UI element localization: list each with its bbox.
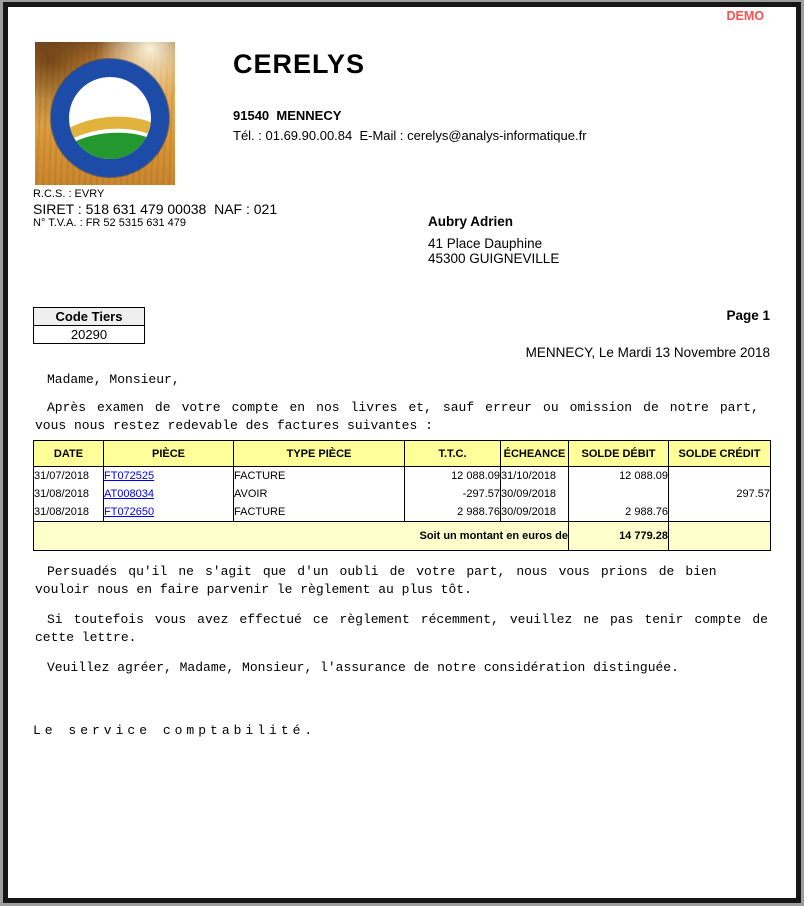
recipient-block: [428, 214, 559, 267]
letter-body: [35, 563, 768, 689]
letter-line: vous nous restez redevable des factures suivantes :: [35, 418, 433, 433]
company-tva-line: N° T.V.A. : FR 52 5315 631 479: [33, 217, 187, 229]
logo-inner-circle: [69, 77, 151, 159]
total-label: Soit un montant en euros de: [34, 522, 569, 551]
invoice-table: [33, 440, 771, 551]
letter-line: Après examen de votre compte en nos livres et, sauf erreur ou omission de notre part,: [47, 400, 759, 415]
cell-date: 31/07/2018: [34, 467, 104, 486]
piece-link[interactable]: FT072525: [104, 470, 155, 482]
cell-debit: [569, 485, 669, 503]
column-header: SOLDE DÉBIT: [569, 441, 669, 467]
total-value: 14 779.28: [569, 522, 669, 551]
letter-line: Si toutefois vous avez effectué ce règlement récemment, veuillez ne pas tenir compte de: [47, 612, 768, 627]
cell-echeance: 30/09/2018: [501, 503, 569, 522]
cell-date: 31/08/2018: [34, 485, 104, 503]
table-body: [34, 467, 771, 522]
column-header: PIÈCE: [104, 441, 234, 467]
cell-debit: 12 088.09: [569, 467, 669, 486]
letter-intro: [35, 371, 759, 445]
letter-line: vouloir nous en faire parvenir le règlement au plus tôt.: [35, 582, 472, 597]
demo-watermark: DEMO: [726, 9, 764, 23]
invoice-row: [34, 503, 771, 522]
column-header: T.T.C.: [405, 441, 501, 467]
cell-echeance: 30/09/2018: [501, 485, 569, 503]
total-empty-cell: [669, 522, 771, 551]
cell-credit: 297.57: [669, 485, 771, 503]
invoice-row: [34, 467, 771, 486]
cell-type: AVOIR: [234, 485, 405, 503]
cell-type: FACTURE: [234, 503, 405, 522]
letter-paragraph: [35, 563, 768, 599]
letter-line: cette lettre.: [35, 630, 137, 645]
column-header: TYPE PIÈCE: [234, 441, 405, 467]
letter-paragraph: [35, 611, 768, 647]
total-row: [34, 522, 771, 551]
company-contact-line: Tél. : 01.69.90.00.84 E-Mail : cerelys@analys-informatique.fr: [233, 128, 587, 143]
company-name: CERELYS: [233, 49, 366, 79]
code-tiers-box: [33, 307, 145, 344]
cell-credit: [669, 467, 771, 486]
column-header: DATE: [34, 441, 104, 467]
cell-ttc: 12 088.09: [405, 467, 501, 486]
cell-echeance: 31/10/2018: [501, 467, 569, 486]
column-header: SOLDE CRÉDIT: [669, 441, 771, 467]
company-logo: [35, 42, 175, 185]
table-header-row: [34, 441, 771, 467]
company-rcs-line: R.C.S. : EVRY: [33, 188, 105, 200]
cell-date: 31/08/2018: [34, 503, 104, 522]
cell-ttc: 2 988.76: [405, 503, 501, 522]
document-page: [3, 2, 801, 903]
logo-ring-icon: [51, 59, 169, 177]
column-header: ÉCHEANCE: [501, 441, 569, 467]
letter-line: Persuadés qu'il ne s'agit que d'un oubli de votre part, nous vous prions de bien: [47, 564, 717, 579]
recipient-name: Aubry Adrien: [428, 214, 514, 229]
signature: Le service comptabilité.: [33, 723, 317, 738]
date-line: MENNECY, Le Mardi 13 Novembre 2018: [525, 345, 770, 360]
cell-credit: [669, 503, 771, 522]
letter-line: Madame, Monsieur,: [47, 372, 180, 387]
page-number: Page 1: [726, 308, 770, 323]
letter-line: Veuillez agréer, Madame, Monsieur, l'assurance de notre considération distinguée.: [47, 660, 679, 675]
company-siret-line: SIRET : 518 631 479 00038 NAF : 021: [33, 201, 278, 217]
company-city-line: 91540 MENNECY: [233, 108, 342, 123]
letter-paragraph: [35, 371, 759, 389]
recipient-address-line2: 45300 GUIGNEVILLE: [428, 251, 560, 266]
recipient-address-line1: 41 Place Dauphine: [428, 235, 543, 251]
code-tiers-value: 20290: [70, 327, 108, 342]
cell-debit: 2 988.76: [569, 503, 669, 522]
cell-type: FACTURE: [234, 467, 405, 486]
letter-paragraph: [35, 659, 768, 677]
piece-link[interactable]: FT072650: [104, 506, 155, 518]
invoice-row: [34, 485, 771, 503]
letter-paragraph: [35, 399, 759, 435]
cell-ttc: -297.57: [405, 485, 501, 503]
code-tiers-label: Code Tiers: [34, 308, 144, 326]
piece-link[interactable]: AT008034: [104, 488, 154, 500]
